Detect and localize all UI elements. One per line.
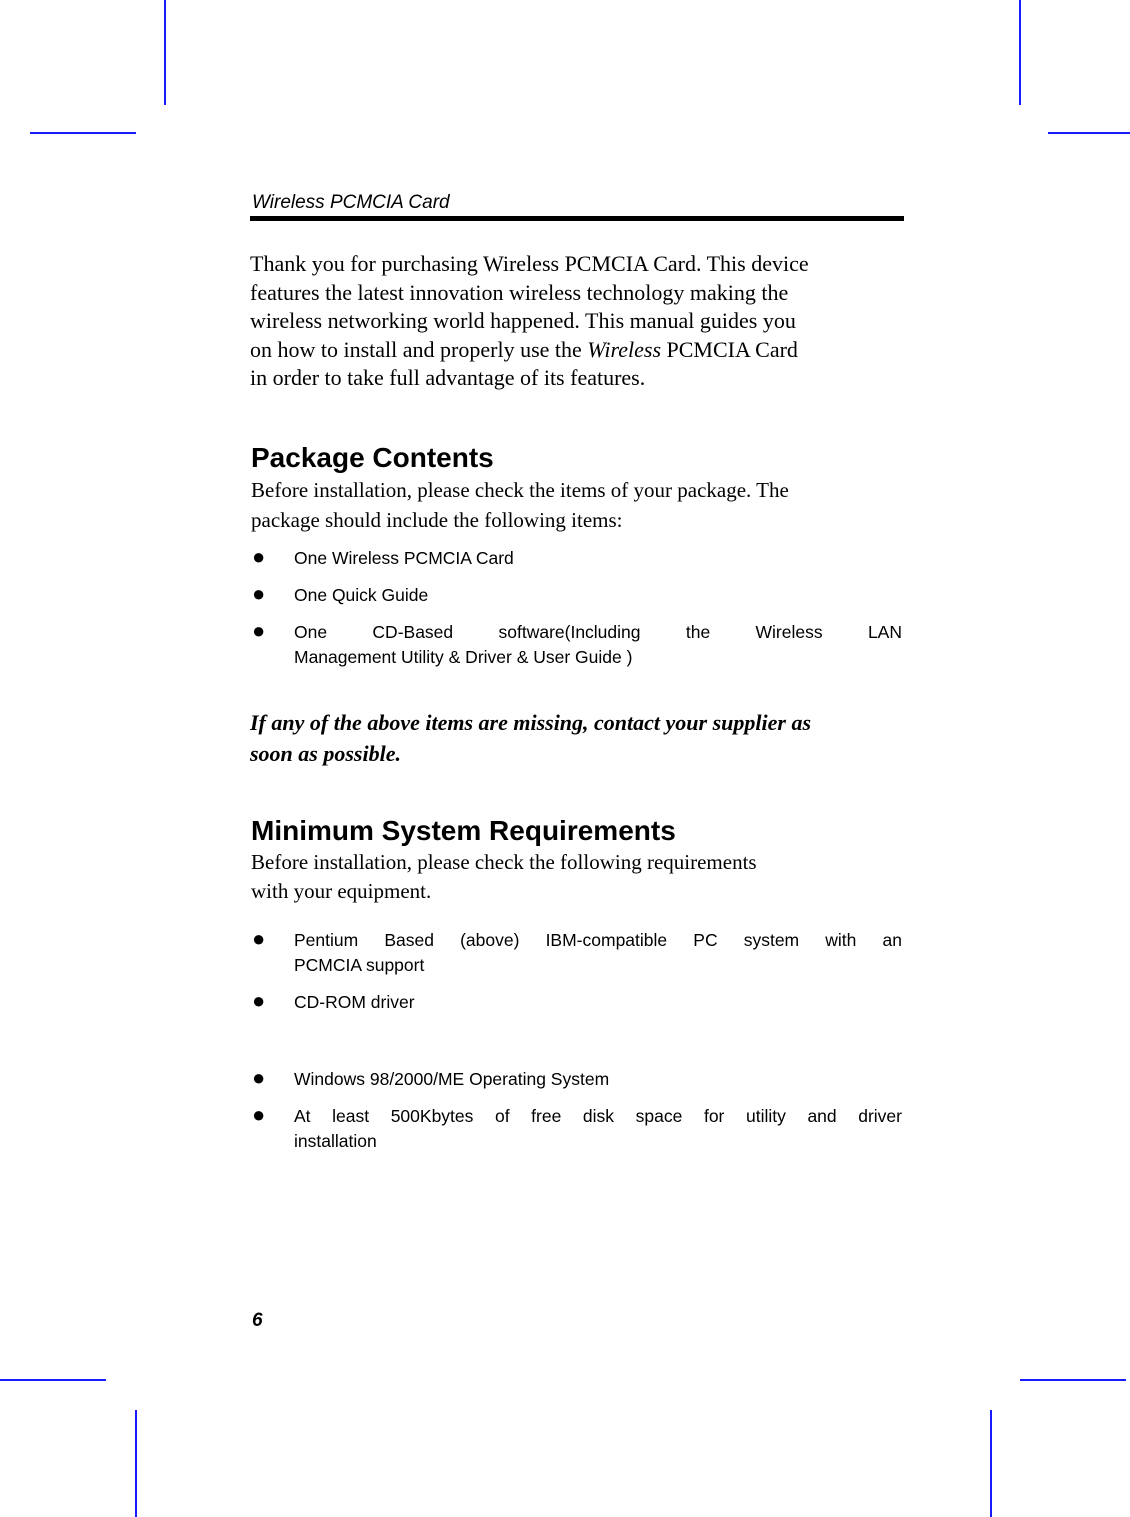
list-item-text-continued: installation — [294, 1131, 377, 1151]
running-header: Wireless PCMCIA Card — [252, 192, 450, 213]
note-line: If any of the above items are missing, contact your supplier as — [250, 710, 811, 735]
bullet-icon: ● — [252, 926, 266, 951]
list-item-text: One Wireless PCMCIA Card — [294, 548, 514, 568]
list-item-text: One Quick Guide — [294, 585, 429, 605]
intro-text: PCMCIA Card — [661, 336, 798, 362]
bullet-icon: ● — [252, 581, 266, 606]
requirements-intro-line: with your equipment. — [251, 879, 432, 903]
page-number: 6 — [252, 1310, 263, 1331]
list-item-text: CD-ROM driver — [294, 992, 415, 1012]
requirements-intro-line: Before installation, please check the following requirements — [251, 850, 757, 874]
package-contents-heading: Package Contents — [251, 442, 494, 473]
header-rule — [250, 216, 904, 221]
list-item — [250, 620, 902, 670]
requirements-intro — [251, 848, 891, 906]
list-item-text: Windows 98/2000/ME Operating System — [294, 1069, 610, 1089]
bullet-icon: ● — [252, 1102, 266, 1127]
note-line: soon as possible. — [250, 741, 401, 766]
package-contents-list — [250, 546, 902, 670]
list-item — [250, 1104, 902, 1154]
intro-line: Thank you for purchasing Wireless PCMCIA Card. This device — [250, 251, 809, 276]
list-item — [250, 928, 902, 978]
bullet-icon: ● — [252, 988, 266, 1013]
missing-items-note — [250, 707, 900, 769]
crop-mark-bottom-left-horizontal — [0, 1379, 106, 1381]
list-item — [250, 990, 902, 1015]
crop-mark-top-left-horizontal — [30, 132, 136, 134]
intro-line: features the latest innovation wireless technology making the — [250, 279, 789, 305]
crop-mark-bottom-right-horizontal — [1020, 1379, 1126, 1381]
list-item-text: At least 500Kbytes of free disk space for utility and driver — [294, 1106, 902, 1126]
crop-mark-bottom-right-vertical — [990, 1410, 992, 1517]
crop-mark-top-right-vertical — [1019, 0, 1021, 105]
intro-line — [250, 336, 890, 365]
intro-emphasis: Wireless — [587, 336, 662, 362]
intro-paragraph — [250, 250, 890, 393]
package-contents-intro-line: Before installation, please check the items of your package. The — [251, 478, 789, 502]
crop-mark-bottom-left-vertical — [135, 1410, 137, 1517]
package-contents-intro — [251, 476, 891, 535]
intro-line: wireless networking world happened. This manual guides you — [250, 308, 796, 334]
list-item — [250, 1067, 902, 1092]
list-item — [250, 546, 902, 571]
list-item-text: Pentium Based (above) IBM-compatible PC system with an — [294, 930, 902, 950]
bullet-icon: ● — [252, 618, 266, 643]
crop-mark-top-right-horizontal — [1048, 132, 1130, 134]
package-contents-intro-line: package should include the following items: — [251, 508, 623, 532]
crop-mark-top-left-vertical — [164, 0, 166, 105]
bullet-icon: ● — [252, 1065, 266, 1090]
bullet-icon: ● — [252, 544, 266, 569]
list-item-text-continued: Management Utility & Driver & User Guide ) — [294, 647, 633, 667]
intro-line: in order to take full advantage of its features. — [250, 365, 646, 391]
requirements-list — [250, 928, 902, 1154]
requirements-heading: Minimum System Requirements — [251, 815, 676, 846]
list-item-text: One CD-Based software(Including the Wireless LAN — [294, 622, 902, 642]
list-item — [250, 583, 902, 608]
intro-text: on how to install and properly use the — [250, 336, 588, 362]
list-item-text-continued: PCMCIA support — [294, 955, 425, 975]
